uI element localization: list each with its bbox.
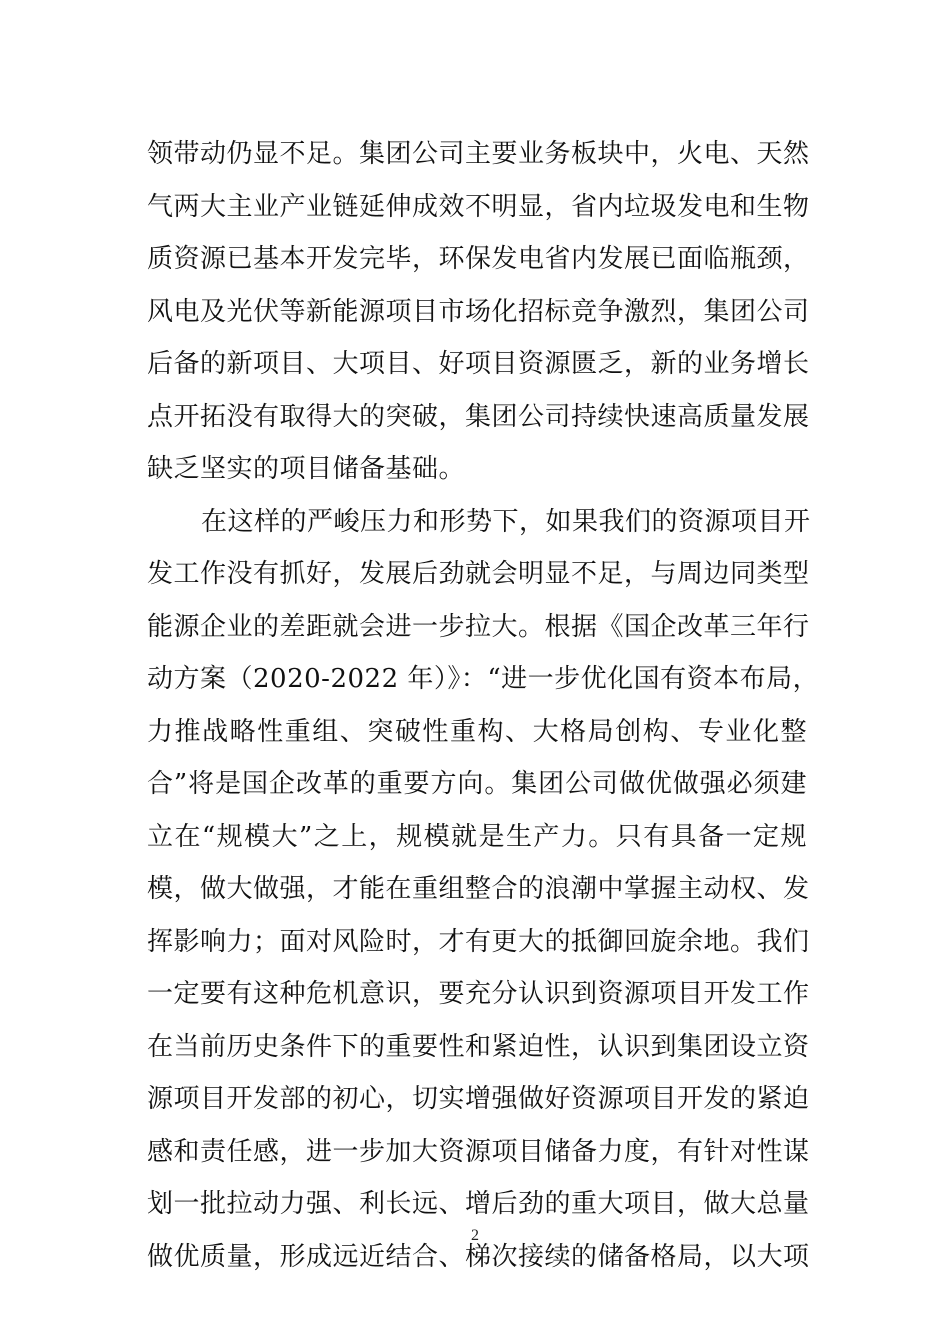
text-line: 模，做大做强，才能在重组整合的浪潮中掌握主动权、发 — [147, 874, 810, 904]
text-line: 质资源已基本开发完毕，环保发电省内发展已面临瓶颈， — [147, 244, 810, 274]
text-line: 点开拓没有取得大的突破，集团公司持续快速高质量发展 — [147, 401, 810, 432]
text-line: 动方案（2020-2022 年）》：“进一步优化国有资本布局， — [147, 664, 820, 694]
text-line: 划一批拉动力强、利长远、增后劲的重大项目，做大总量 — [147, 1189, 810, 1219]
text-line: 源项目开发部的初心，切实增强做好资源项目开发的紧迫 — [147, 1084, 810, 1114]
page-number: 2 — [471, 1227, 479, 1244]
text-line: 发工作没有抓好，发展后劲就会明显不足，与周边同类型 — [147, 559, 810, 589]
text-line: 气两大主业产业链延伸成效不明显，省内垃圾发电和生物 — [147, 191, 810, 222]
text-line: 一定要有这种危机意识，要充分认识到资源项目开发工作 — [147, 979, 810, 1009]
text-line: 在当前历史条件下的重要性和紧迫性，认识到集团设立资 — [147, 1031, 810, 1062]
paragraph-1 — [147, 128, 810, 496]
paragraph-2 — [147, 496, 820, 1284]
text-line: 感和责任感，进一步加大资源项目储备力度，有针对性谋 — [147, 1136, 810, 1167]
text-line: 力推战略性重组、突破性重构、大格局创构、专业化整 — [147, 716, 807, 747]
text-line: 风电及光伏等新能源项目市场化招标竞争激烈，集团公司 — [147, 296, 810, 327]
text-line: 立在“规模大”之上，规模就是生产力。只有具备一定规 — [147, 821, 807, 852]
text-line: 领带动仍显不足。集团公司主要业务板块中，火电、天然 — [147, 139, 810, 169]
text-line: 能源企业的差距就会进一步拉大。根据《国企改革三年行 — [147, 611, 810, 642]
body-text — [147, 128, 820, 1283]
text-line: 缺乏坚实的项目储备基础。 — [147, 454, 466, 484]
text-line: 挥影响力；面对风险时，才有更大的抵御回旋余地。我们 — [147, 926, 810, 957]
text-line: 在这样的严峻压力和形势下，如果我们的资源项目开 — [201, 506, 811, 537]
text-line: 后备的新项目、大项目、好项目资源匮乏，新的业务增长 — [147, 349, 810, 379]
text-line: 做优质量，形成远近结合、梯次接续的储备格局，以大项 — [147, 1241, 810, 1272]
text-line: 合”将是国企改革的重要方向。集团公司做优做强必须建 — [147, 769, 807, 799]
